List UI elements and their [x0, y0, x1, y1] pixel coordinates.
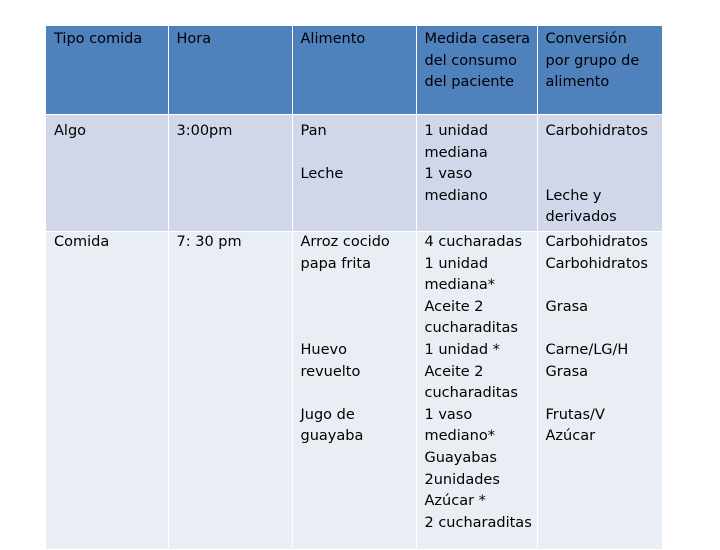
- cell-line: 2 cucharaditas: [424, 514, 532, 531]
- cell-line: derivados: [545, 209, 617, 226]
- cell-line: [546, 383, 657, 405]
- cell-line: mediana: [424, 144, 488, 161]
- cell-line: Aceite 2: [424, 363, 484, 380]
- header-tipo-comida: Tipo comida: [46, 26, 168, 115]
- cell-line: mediano: [424, 187, 488, 204]
- cell-line: Carbohidratos: [545, 255, 648, 272]
- cell-line: Carbohidratos: [545, 233, 648, 250]
- cell-line: guayaba: [300, 428, 364, 445]
- header-row: [46, 26, 662, 115]
- cell-line: Guayabas: [424, 449, 497, 466]
- cell-hora: 7: 30 pm: [168, 231, 292, 549]
- table-row: [46, 231, 662, 549]
- header-conversion: [537, 26, 662, 115]
- cell-line: 2unidades: [424, 471, 500, 488]
- cell-line: [301, 297, 410, 319]
- cell-line: [546, 275, 657, 297]
- cell-line: 1 unidad: [424, 255, 489, 272]
- cell-line: revuelto: [300, 363, 361, 380]
- header-conversion-line: por grupo de: [545, 52, 640, 69]
- cell-line: Pan: [300, 123, 327, 139]
- cell-medida: [416, 115, 537, 232]
- cell-line: 4 cucharadas: [424, 233, 523, 250]
- cell-line: [546, 318, 657, 340]
- cell-line: cucharaditas: [424, 320, 518, 337]
- cell-conversion: [537, 115, 662, 232]
- cell-line: 1 unidad *: [424, 341, 500, 358]
- cell-line: Grasa: [545, 363, 589, 380]
- cell-line: [301, 143, 410, 165]
- header-conversion-line: Conversión: [545, 31, 627, 47]
- cell-alimento: [292, 115, 416, 232]
- cell-line: cucharaditas: [424, 385, 518, 402]
- cell-line: [301, 383, 410, 405]
- cell-line: Leche: [300, 166, 344, 183]
- cell-line: Leche y: [545, 187, 602, 204]
- cell-hora: 3:00pm: [168, 115, 292, 232]
- cell-line: Arroz cocido: [300, 233, 390, 250]
- cell-line: Grasa: [545, 298, 589, 315]
- cell-alimento: [292, 231, 416, 549]
- cell-line: 1 vaso: [424, 406, 473, 423]
- table-row: [46, 115, 662, 232]
- cell-line: [301, 275, 410, 297]
- cell-line: Jugo de: [300, 406, 355, 423]
- header-medida-line: del consumo: [424, 52, 518, 69]
- cell-line: Carbohidratos: [545, 123, 648, 139]
- header-alimento: Alimento: [292, 26, 416, 115]
- header-hora: Hora: [168, 26, 292, 115]
- cell-line: 1 vaso: [424, 166, 473, 183]
- cell-tipo: Comida: [46, 231, 168, 549]
- cell-line: Frutas/V: [545, 406, 605, 423]
- header-medida-line: Medida casera: [424, 31, 531, 47]
- cell-line: 1 unidad: [424, 123, 489, 139]
- cell-medida: [416, 231, 537, 549]
- diet-table: [46, 26, 662, 550]
- header-conversion-line: alimento: [545, 74, 610, 91]
- cell-tipo: Algo: [46, 115, 168, 232]
- cell-conversion: [537, 231, 662, 549]
- cell-line: [546, 164, 657, 186]
- cell-line: [546, 143, 657, 165]
- cell-line: Aceite 2: [424, 298, 484, 315]
- cell-line: mediana*: [424, 277, 495, 294]
- header-medida-line: del paciente: [424, 74, 515, 91]
- cell-line: Azúcar *: [424, 493, 486, 510]
- cell-line: Huevo: [300, 341, 347, 358]
- cell-line: Carne/LG/H: [545, 341, 629, 358]
- cell-line: papa frita: [300, 255, 371, 272]
- header-medida-casera: [416, 26, 537, 115]
- cell-line: Azúcar: [545, 428, 596, 445]
- cell-line: [301, 318, 410, 340]
- cell-line: mediano*: [424, 428, 495, 445]
